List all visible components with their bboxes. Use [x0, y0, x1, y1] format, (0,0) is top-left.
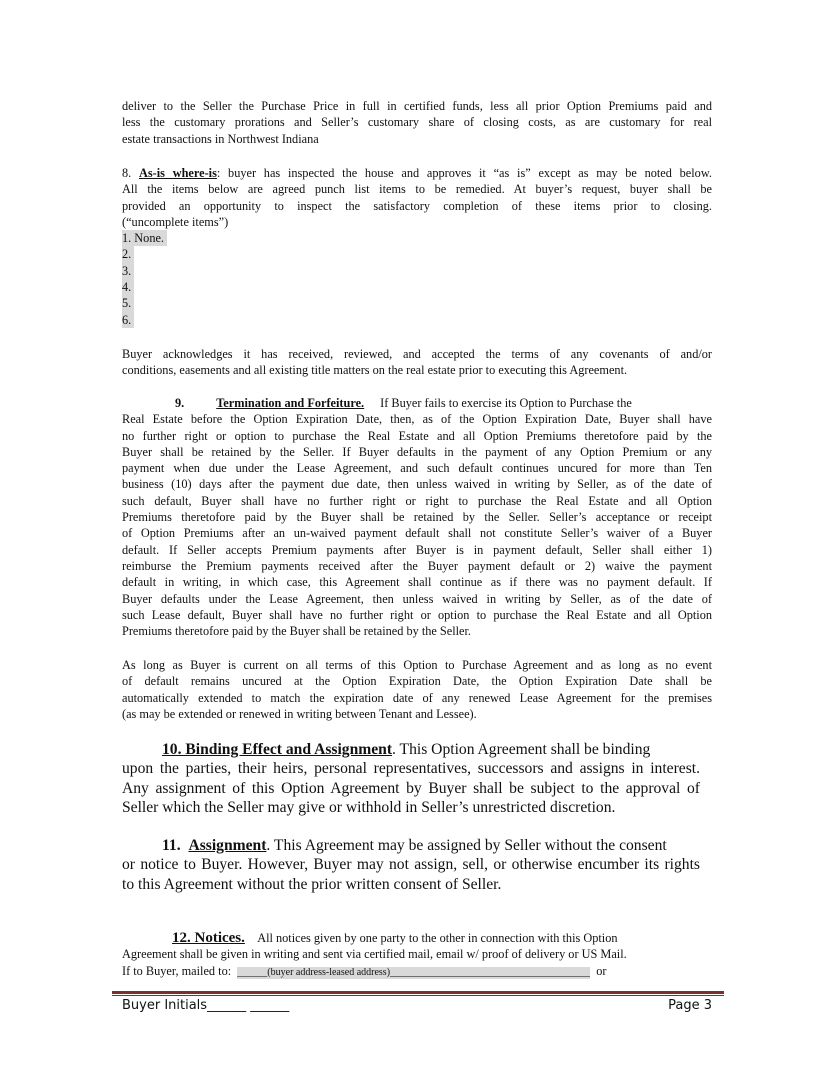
text-line: (“uncomplete items”): [122, 214, 229, 229]
buyer-initials-field[interactable]: Buyer Initials______ ______: [122, 998, 290, 1013]
text-line: : buyer has inspected the house and approves it “as is” except as may be noted below.: [216, 166, 712, 180]
text-line: such Lease default, Buyer shall have no further right or option to purchase the Real Estate and all Option: [122, 607, 712, 622]
list-item: [122, 279, 712, 295]
text-line: or notice to Buyer. However, Buyer may not assign, sell, or otherwise encumber its rights: [122, 856, 700, 874]
list-item: [122, 263, 712, 279]
footer-divider-thin: [112, 995, 724, 996]
text-line: default in writing, in which case, this Agreement shall continue as if there was no payment default. If: [122, 575, 712, 590]
section-8: [122, 165, 712, 328]
section-10-heading-line: [122, 740, 700, 759]
text-line: upon the parties, their heirs, personal representatives, successors and assigns in interest.: [122, 760, 700, 778]
punch-list-field[interactable]: 2.: [122, 246, 134, 262]
acknowledgement-paragraph: [122, 346, 712, 379]
text-line: deliver to the Seller the Purchase Price in full in certified funds, less all prior Option Premiums paid and: [122, 99, 712, 113]
text-line: less the customary prorations and Seller’s customary share of closing costs, as are customary for real: [122, 115, 712, 130]
text-line: such default, Buyer shall have no further right or right to purchase the Real Estate and all Option: [122, 493, 712, 508]
text-line: Buyer acknowledges it has received, reviewed, and accepted the terms of any covenants of and/or: [122, 347, 712, 361]
text-line: All the items below are agreed punch list items to be remedied. At buyer’s request, buyer shall be: [122, 182, 712, 197]
punch-list-field[interactable]: 1. None.: [122, 230, 167, 246]
section-11-heading-line: [122, 836, 700, 855]
section-title: 12. Notices.: [172, 930, 245, 946]
punch-list-field[interactable]: 6.: [122, 312, 134, 328]
address-label: If to Buyer, mailed to:: [122, 963, 232, 978]
punch-list-field[interactable]: 3.: [122, 263, 134, 279]
text-line: Premiums theretofore paid by the Buyer shall be retained by the Seller. Seller’s acceptance or receipt: [122, 510, 712, 525]
list-item: [122, 246, 712, 262]
list-item: [122, 230, 712, 246]
section-9: [122, 395, 712, 639]
buyer-address-field[interactable]: ______(buyer address-leased address)________________________________________: [237, 966, 591, 978]
text-line: Agreement shall be given in writing and sent via certified mail, email w/ proof of delivery or US Mail.: [122, 947, 627, 962]
text-line: . This Agreement may be assigned by Seller without the consent: [266, 837, 667, 854]
text-line: As long as Buyer is current on all terms of this Option to Purchase Agreement and as long as no event: [122, 658, 712, 672]
text-line: Real Estate before the Option Expiration Date, then, as of the Option Expiration Date, Buyer shall have: [122, 412, 712, 427]
punch-list-field[interactable]: 5.: [122, 295, 134, 311]
text-line: conditions, easements and all existing title matters on the real estate prior to executing this Agreement.: [122, 363, 628, 378]
text-line: Any assignment of this Option Agreement by Buyer shall be subject to the approval of: [122, 779, 700, 797]
list-item: [122, 295, 712, 311]
section-11: [122, 836, 700, 894]
section-8-heading-line: [122, 165, 712, 181]
text-line: reimburse the Premium payments received after the Buyer payment default or 2) waive the payment: [122, 558, 712, 573]
text-line: of Option Premiums after an un-waived payment default shall not constitute Seller’s waiver of a Buyer: [122, 526, 712, 541]
text-line: no further right or option to purchase the Real Estate and all Option Premiums theretofore paid by the: [122, 428, 712, 443]
footer-divider: [112, 991, 724, 994]
text-line: (as may be extended or renewed in writing between Tenant and Lessee).: [122, 706, 477, 721]
section-9-heading-line: [122, 395, 712, 411]
text-line: business (10) days after the payment due date, then unless waived in writing by Seller, as of the date of: [122, 477, 712, 492]
intro-paragraph: [122, 98, 712, 147]
section-number: 8.: [122, 166, 132, 180]
text-line: Premiums theretofore paid by the Buyer shall be retained by the Seller.: [122, 624, 471, 639]
list-item: [122, 312, 712, 328]
address-line: [122, 963, 688, 979]
text-line: payment when due under the Lease Agreement, and such default continues uncured for more than Ten: [122, 461, 712, 476]
text-line: Buyer defaults under the Lease Agreement, then unless waived in writing by Seller, as of the date of: [122, 591, 712, 606]
text-line: or: [596, 963, 607, 978]
punch-list-field[interactable]: 4.: [122, 279, 134, 295]
section-title: As-is where-is: [139, 166, 217, 180]
text-line: provided an opportunity to inspect the satisfactory completion of these items prior to closing.: [122, 198, 712, 213]
text-line: automatically extended to match the expiration date of any renewed Lease Agreement for the premises: [122, 690, 712, 705]
section-title: 10. Binding Effect and Assignment: [162, 741, 393, 758]
text-line: Buyer shall be retained by the Seller. If Buyer defaults in the payment of any Option Premium or any: [122, 444, 712, 459]
text-line: . This Option Agreement shall be binding: [392, 741, 651, 758]
page-number: Page 3: [668, 998, 712, 1013]
text-line: of default remains uncured at the Option Expiration Date, the Option Expiration Date shall be: [122, 674, 712, 689]
text-line: estate transactions in Northwest Indiana: [122, 131, 319, 146]
section-10: [122, 740, 700, 818]
section-12-heading-line: [122, 930, 688, 946]
extension-paragraph: [122, 657, 712, 722]
section-number: 11.: [162, 837, 181, 854]
text-line: to this Agreement without the prior written consent of Seller.: [122, 875, 502, 893]
text-line: default. If Seller accepts Premium payments after Buyer is in payment default, Seller shall either 1): [122, 542, 712, 557]
text-line: If Buyer fails to exercise its Option to Purchase the: [380, 396, 632, 410]
section-12: [122, 930, 688, 979]
section-title: Assignment: [188, 837, 267, 854]
page-footer: [122, 998, 712, 1013]
section-title: Termination and Forfeiture.: [216, 396, 365, 410]
text-line: All notices given by one party to the other in connection with this Option: [257, 931, 618, 945]
section-number: 9.: [175, 396, 185, 410]
text-line: Seller which the Seller may give or withhold in Seller’s unrestricted discretion.: [122, 799, 616, 817]
